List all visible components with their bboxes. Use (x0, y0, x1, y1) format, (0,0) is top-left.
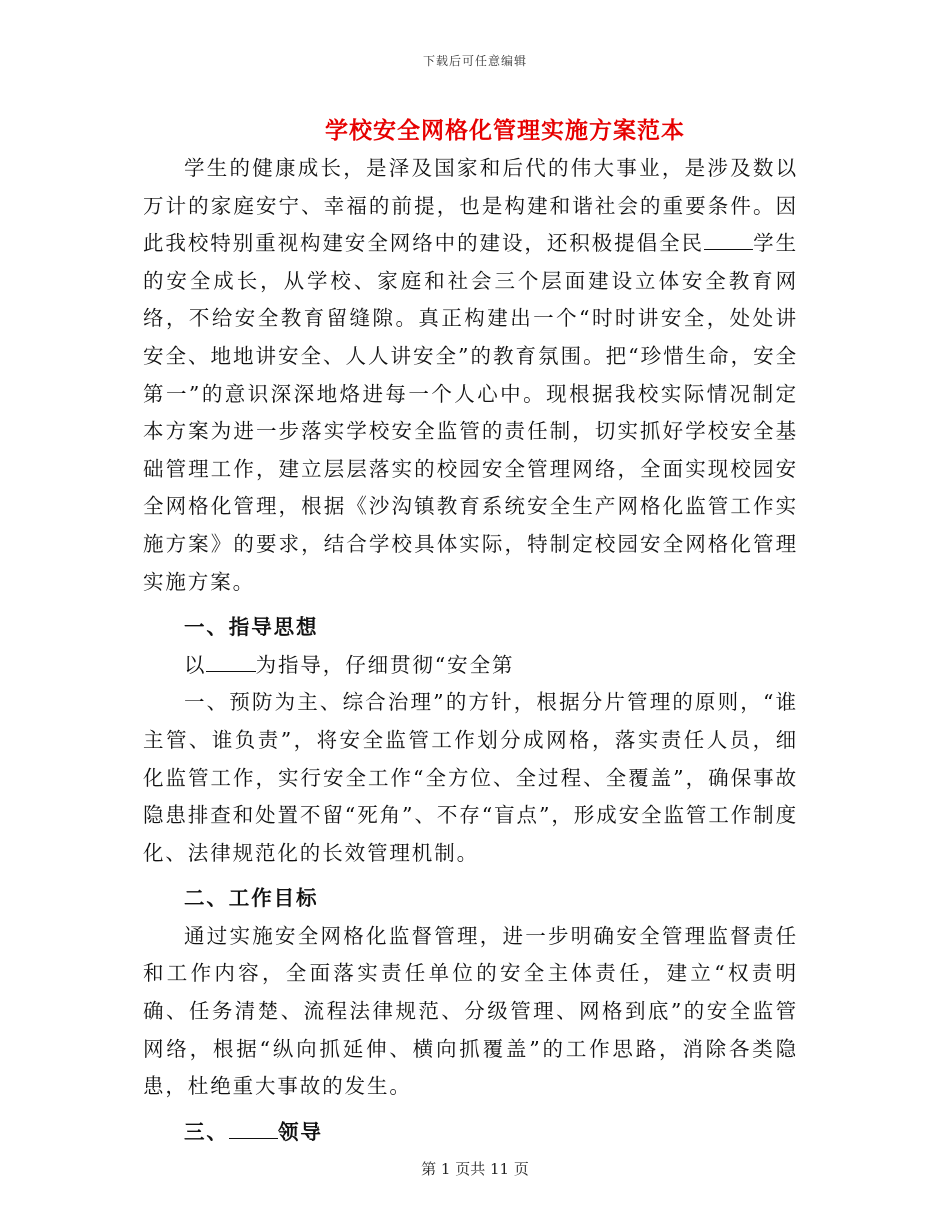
section-heading-work-goals: 二、工作目标 (184, 886, 319, 911)
section-heading-leadership (143, 1114, 798, 1152)
fill-in-blank (704, 228, 753, 251)
guiding-ideology-first-line (143, 647, 798, 685)
section-heading-guiding-ideology: 一、指导思想 (184, 615, 319, 640)
guiding-ideology-paragraph: 一、预防为主、综合治理”的方针，根据分片管理的原则，“谁主管、谁负责”，将安全监管工作划分成网格，落实责任人员，细化监管工作，实行安全工作“全方位、全过程、全覆盖”，确保事故隐患排查和处置不留“死角”、不存“盲点”，形成安全监管工作制度化、法律规范化的长效管理机制。 (143, 690, 798, 865)
leadership-heading-prefix: 三、 (184, 1119, 229, 1144)
intro-text: 学生的健康成长，是泽及国家和后代的伟大事业，是涉及数以万计的家庭安宁、幸福的前提，也是构建和谐社会的重要条件。因此我校特别重视构建安全网络中的建设，还积极提倡全民 (143, 156, 798, 256)
document-body (143, 150, 798, 1151)
page-number-footer: 第 1 页共 11 页 (421, 1160, 529, 1178)
document-title: 学校安全网格化管理实施方案范本 (325, 117, 685, 144)
intro-paragraph (143, 150, 798, 601)
leadership-heading-suffix: 领导 (278, 1119, 323, 1144)
page-header-note: 下载后可任意编辑 (422, 54, 527, 68)
guiding-ideology-prefix: 以 (184, 652, 207, 677)
fill-in-blank (206, 649, 255, 672)
work-goals-paragraph: 通过实施安全网格化监督管理，进一步明确安全管理监督责任和工作内容，全面落实责任单位的安全主体责任，建立“权责明确、任务清楚、流程法律规范、分级管理、网格到底”的安全监管网络，根据“纵向抓延伸、横向抓覆盖”的工作思路，消除各类隐患，杜绝重大事故的发生。 (143, 923, 798, 1099)
fill-in-blank (229, 1116, 278, 1139)
intro-text-continued: 学生的安全成长，从学校、家庭和社会三个层面建设立体安全教育网络，不给安全教育留缝隙。真正构建出一个“时时讲安全，处处讲安全、地地讲安全、人人讲安全”的教育氛围。把“珍惜生命，安全第一”的意识深深地烙进每一个人心中。现根据我校实际情况制定本方案为进一步落实学校安全监管的责任制，切实抓好学校安全基础管理工作，建立层层落实的校园安全管理网络，全面实现校园安全网格化管理，根据《沙沟镇教育系统安全生产网格化监管工作实施方案》的要求，结合学校具体实际，特制定校园安全网格化管理实施方案。 (143, 231, 798, 594)
guiding-ideology-suffix: 为指导，仔细贯彻“安全第 (255, 652, 515, 677)
